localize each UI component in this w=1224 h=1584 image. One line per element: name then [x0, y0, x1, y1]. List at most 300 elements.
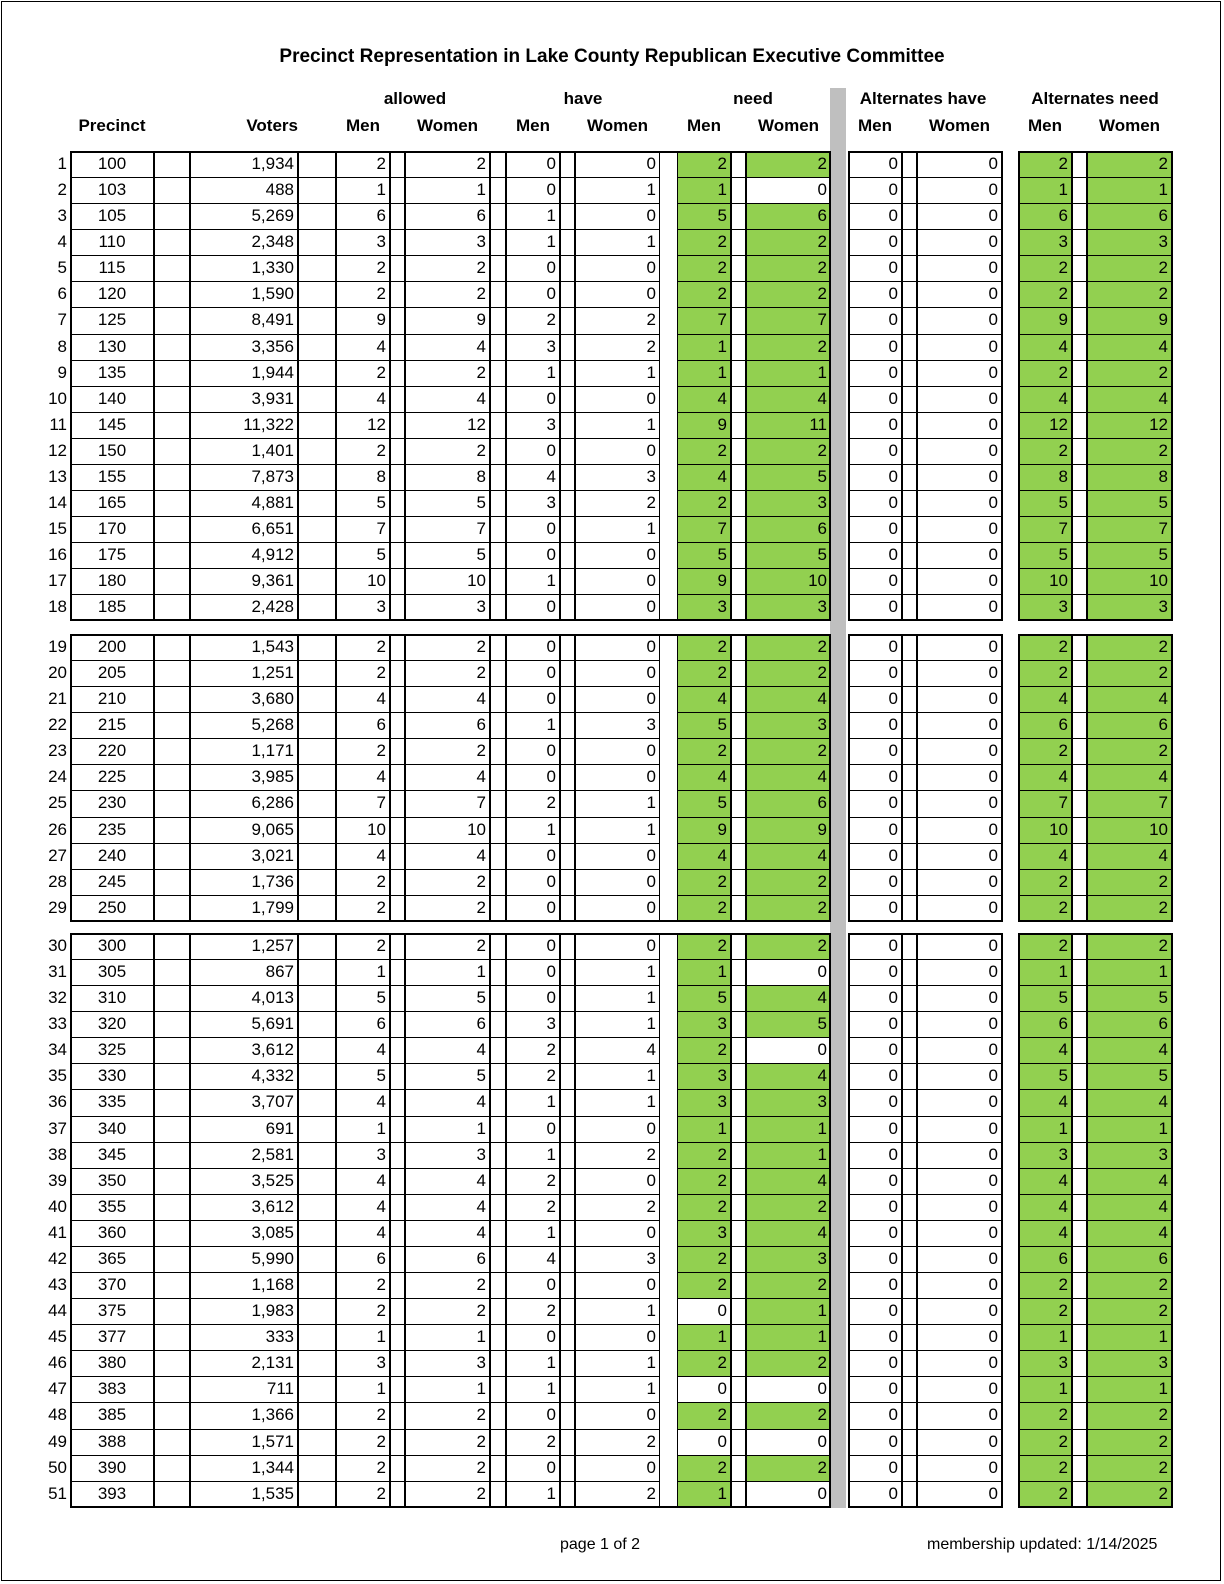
have-women-cell: 0 — [575, 1168, 660, 1195]
voters-cell: 1,571 — [190, 1429, 298, 1456]
blank-cell — [731, 334, 746, 361]
precinct-cell: 388 — [70, 1429, 154, 1456]
precinct-cell: 385 — [70, 1402, 154, 1429]
precinct-cell: 140 — [70, 386, 154, 413]
row-number: 19 — [48, 637, 67, 656]
blank-cell — [390, 177, 405, 204]
have-women-cell: 0 — [575, 542, 660, 569]
header-allowed: allowed — [383, 89, 447, 108]
have-women-cell: 2 — [575, 1429, 660, 1456]
blank-cell — [298, 229, 336, 256]
need-men-cell: 5 — [677, 985, 731, 1012]
need-women-cell: 0 — [746, 1037, 831, 1064]
blank-cell — [560, 1011, 575, 1038]
precinct-cell: 230 — [70, 790, 154, 817]
blank-cell — [902, 1168, 917, 1195]
have-men-cell: 2 — [506, 1298, 560, 1325]
have-women-cell: 0 — [575, 1455, 660, 1482]
alt-need-men-cell: 2 — [1018, 438, 1072, 465]
have-men-cell: 3 — [506, 490, 560, 517]
blank-cell — [154, 1350, 190, 1377]
column-divider — [830, 88, 846, 1508]
blank-cell — [902, 307, 917, 334]
blank-cell — [154, 738, 190, 765]
voters-cell: 4,332 — [190, 1063, 298, 1090]
alt-need-men-cell: 2 — [1018, 660, 1072, 687]
precinct-cell: 115 — [70, 255, 154, 282]
blank-cell — [902, 334, 917, 361]
blank-cell — [390, 281, 405, 308]
blank-cell — [902, 1063, 917, 1090]
voters-cell: 5,990 — [190, 1246, 298, 1273]
alt-need-women-cell: 2 — [1087, 660, 1172, 687]
blank-cell — [490, 1220, 506, 1247]
blank-cell — [560, 817, 575, 844]
alt-need-women-cell: 1 — [1087, 959, 1172, 986]
blank-cell — [154, 1089, 190, 1116]
precinct-cell: 145 — [70, 412, 154, 439]
alt-have-women-cell: 0 — [917, 1168, 1002, 1195]
allowed-men-cell: 5 — [336, 985, 390, 1012]
need-women-cell: 3 — [746, 490, 831, 517]
precinct-cell: 220 — [70, 738, 154, 765]
voters-cell: 3,612 — [190, 1037, 298, 1064]
blank-cell — [560, 1168, 575, 1195]
allowed-men-cell: 4 — [336, 1194, 390, 1221]
precinct-cell: 103 — [70, 177, 154, 204]
row-number: 35 — [48, 1066, 67, 1086]
blank-cell — [560, 1298, 575, 1325]
allowed-men-cell: 3 — [336, 1142, 390, 1169]
blank-cell — [902, 568, 917, 595]
have-men-cell: 1 — [506, 1376, 560, 1403]
blank-cell — [731, 1063, 746, 1090]
have-men-cell: 0 — [506, 1116, 560, 1143]
alt-have-men-cell: 0 — [848, 281, 902, 308]
alt-have-women-cell: 0 — [917, 360, 1002, 387]
have-men-cell: 0 — [506, 959, 560, 986]
blank-cell — [298, 1142, 336, 1169]
need-women-cell: 0 — [746, 1376, 831, 1403]
blank-cell — [154, 1116, 190, 1143]
allowed-women-cell: 4 — [405, 764, 490, 791]
blank-cell — [902, 790, 917, 817]
need-men-cell: 7 — [677, 307, 731, 334]
allowed-women-cell: 2 — [405, 360, 490, 387]
alt-have-women-cell: 0 — [917, 660, 1002, 687]
voters-cell: 1,799 — [190, 895, 298, 922]
blank-cell — [1072, 1481, 1087, 1508]
alt-have-women-cell: 0 — [917, 634, 1002, 661]
alt-need-men-cell: 2 — [1018, 281, 1072, 308]
blank-cell — [154, 869, 190, 896]
have-men-cell: 4 — [506, 1246, 560, 1273]
row-number: 47 — [48, 1379, 67, 1399]
blank-cell — [731, 1246, 746, 1273]
allowed-men-cell: 4 — [336, 1089, 390, 1116]
blank-cell — [1072, 1246, 1087, 1273]
blank-cell — [298, 307, 336, 334]
blank-cell — [154, 203, 190, 230]
blank-cell — [560, 959, 575, 986]
blank-cell — [298, 790, 336, 817]
have-men-cell: 0 — [506, 1324, 560, 1351]
blank-cell — [902, 1089, 917, 1116]
blank-cell — [902, 1324, 917, 1351]
allowed-men-cell: 2 — [336, 933, 390, 960]
alt-have-women-cell: 0 — [917, 1246, 1002, 1273]
need-men-cell: 1 — [677, 334, 731, 361]
blank-cell — [298, 895, 336, 922]
alt-need-men-cell: 2 — [1018, 255, 1072, 282]
alt-have-women-cell: 0 — [917, 438, 1002, 465]
blank-cell — [490, 360, 506, 387]
blank-cell — [902, 151, 917, 178]
alt-need-men-cell: 3 — [1018, 1142, 1072, 1169]
blank-cell — [731, 490, 746, 517]
alt-have-men-cell: 0 — [848, 1376, 902, 1403]
blank-cell — [731, 790, 746, 817]
blank-cell — [902, 869, 917, 896]
blank-cell — [731, 869, 746, 896]
voters-cell: 1,257 — [190, 933, 298, 960]
allowed-women-cell: 5 — [405, 985, 490, 1012]
blank-cell — [1072, 817, 1087, 844]
blank-cell — [298, 1116, 336, 1143]
alt-need-women-cell: 4 — [1087, 386, 1172, 413]
blank-cell — [298, 516, 336, 543]
blank-cell — [390, 568, 405, 595]
need-men-cell: 2 — [677, 869, 731, 896]
need-women-cell: 4 — [746, 1168, 831, 1195]
blank-cell — [1072, 281, 1087, 308]
alt-need-men-cell: 2 — [1018, 869, 1072, 896]
voters-cell: 1,251 — [190, 660, 298, 687]
blank-cell — [490, 594, 506, 621]
need-men-cell: 2 — [677, 1402, 731, 1429]
blank-cell — [902, 516, 917, 543]
row-number: 25 — [48, 793, 67, 813]
allowed-women-cell: 3 — [405, 229, 490, 256]
alt-need-women-cell: 4 — [1087, 1168, 1172, 1195]
blank-cell — [490, 738, 506, 765]
blank-cell — [560, 1481, 575, 1508]
allowed-women-cell: 4 — [405, 843, 490, 870]
have-men-cell: 0 — [506, 1272, 560, 1299]
blank-cell — [560, 1429, 575, 1456]
blank-cell — [1072, 843, 1087, 870]
blank-cell — [731, 203, 746, 230]
row-number: 10 — [48, 388, 67, 408]
have-women-cell: 1 — [575, 1350, 660, 1377]
allowed-women-cell: 4 — [405, 1037, 490, 1064]
blank-cell — [490, 568, 506, 595]
have-men-cell: 1 — [506, 229, 560, 256]
blank-cell — [560, 1324, 575, 1351]
allowed-women-cell: 6 — [405, 203, 490, 230]
blank-cell — [390, 1194, 405, 1221]
blank-cell — [902, 1350, 917, 1377]
voters-cell: 1,401 — [190, 438, 298, 465]
blank-cell — [560, 1246, 575, 1273]
allowed-women-cell: 2 — [405, 1481, 490, 1508]
blank-cell — [731, 464, 746, 491]
allowed-men-cell: 2 — [336, 634, 390, 661]
blank-cell — [298, 334, 336, 361]
alt-have-women-cell: 0 — [917, 817, 1002, 844]
need-women-cell: 6 — [746, 790, 831, 817]
row-number: 20 — [48, 663, 67, 683]
alt-have-women-cell: 0 — [917, 594, 1002, 621]
blank-cell — [298, 568, 336, 595]
blank-cell — [490, 464, 506, 491]
alt-have-men-cell: 0 — [848, 490, 902, 517]
blank-cell — [154, 985, 190, 1012]
blank-cell — [490, 817, 506, 844]
blank-cell — [390, 895, 405, 922]
blank-cell — [490, 1324, 506, 1351]
need-women-cell: 0 — [746, 1429, 831, 1456]
need-men-cell: 2 — [677, 151, 731, 178]
need-women-cell: 4 — [746, 764, 831, 791]
blank-cell — [1072, 933, 1087, 960]
blank-cell — [1072, 307, 1087, 334]
have-men-cell: 2 — [506, 790, 560, 817]
blank-cell — [731, 360, 746, 387]
allowed-women-cell: 4 — [405, 686, 490, 713]
blank-cell — [731, 933, 746, 960]
row-number: 16 — [48, 545, 67, 565]
blank-cell — [560, 1402, 575, 1429]
need-women-cell: 2 — [746, 151, 831, 178]
blank-cell — [390, 1272, 405, 1299]
have-men-cell: 2 — [506, 1194, 560, 1221]
need-women-cell: 6 — [746, 516, 831, 543]
row-number: 37 — [48, 1118, 67, 1138]
need-women-cell: 2 — [746, 229, 831, 256]
blank-cell — [1072, 686, 1087, 713]
blank-cell — [390, 1429, 405, 1456]
blank-cell — [154, 412, 190, 439]
need-women-cell: 3 — [746, 1246, 831, 1273]
allowed-women-cell: 1 — [405, 1324, 490, 1351]
have-women-cell: 3 — [575, 464, 660, 491]
have-men-cell: 2 — [506, 1037, 560, 1064]
allowed-men-cell: 2 — [336, 1455, 390, 1482]
blank-cell — [731, 568, 746, 595]
alt-have-men-cell: 0 — [848, 151, 902, 178]
blank-cell — [560, 660, 575, 687]
blank-cell — [490, 1089, 506, 1116]
allowed-men-cell: 3 — [336, 1350, 390, 1377]
voters-cell: 3,931 — [190, 386, 298, 413]
have-men-cell: 1 — [506, 360, 560, 387]
blank-cell — [490, 1350, 506, 1377]
alt-need-men-cell: 7 — [1018, 516, 1072, 543]
alt-have-women-cell: 0 — [917, 686, 1002, 713]
need-women-cell: 0 — [746, 959, 831, 986]
blank-cell — [1072, 1220, 1087, 1247]
blank-cell — [560, 1116, 575, 1143]
need-women-cell: 3 — [746, 712, 831, 739]
have-men-cell: 0 — [506, 738, 560, 765]
need-men-cell: 9 — [677, 817, 731, 844]
allowed-women-cell: 1 — [405, 1116, 490, 1143]
blank-cell — [490, 438, 506, 465]
alt-need-men-cell: 6 — [1018, 1011, 1072, 1038]
blank-cell — [390, 1298, 405, 1325]
row-number: 31 — [48, 962, 67, 982]
need-men-cell: 2 — [677, 1350, 731, 1377]
voters-cell: 1,168 — [190, 1272, 298, 1299]
alt-have-men-cell: 0 — [848, 1298, 902, 1325]
allowed-women-cell: 5 — [405, 542, 490, 569]
allowed-women-cell: 2 — [405, 438, 490, 465]
blank-cell — [1072, 255, 1087, 282]
blank-cell — [731, 1376, 746, 1403]
voters-cell: 4,912 — [190, 542, 298, 569]
precinct-cell: 170 — [70, 516, 154, 543]
blank-cell — [298, 1272, 336, 1299]
voters-cell: 1,983 — [190, 1298, 298, 1325]
have-men-cell: 0 — [506, 686, 560, 713]
alt-need-women-cell: 8 — [1087, 464, 1172, 491]
blank-cell — [390, 1350, 405, 1377]
blank-cell — [390, 712, 405, 739]
need-men-cell: 4 — [677, 843, 731, 870]
need-men-cell: 3 — [677, 594, 731, 621]
alt-have-women-cell: 0 — [917, 933, 1002, 960]
have-men-cell: 0 — [506, 151, 560, 178]
blank-cell — [298, 634, 336, 661]
allowed-women-cell: 2 — [405, 281, 490, 308]
precinct-cell: 245 — [70, 869, 154, 896]
blank-cell — [560, 177, 575, 204]
allowed-women-cell: 2 — [405, 1455, 490, 1482]
precinct-cell: 215 — [70, 712, 154, 739]
have-women-cell: 0 — [575, 1324, 660, 1351]
precinct-cell: 175 — [70, 542, 154, 569]
alt-have-men-cell: 0 — [848, 895, 902, 922]
need-women-cell: 3 — [746, 1089, 831, 1116]
have-women-cell: 0 — [575, 764, 660, 791]
blank-cell — [154, 1376, 190, 1403]
alt-have-men-cell: 0 — [848, 1350, 902, 1377]
blank-cell — [390, 1455, 405, 1482]
alt-need-men-cell: 6 — [1018, 712, 1072, 739]
need-men-cell: 4 — [677, 386, 731, 413]
have-men-cell: 1 — [506, 1142, 560, 1169]
blank-cell — [902, 1011, 917, 1038]
precinct-cell: 120 — [70, 281, 154, 308]
alt-have-men-cell: 0 — [848, 869, 902, 896]
allowed-men-cell: 2 — [336, 1402, 390, 1429]
row-number: 13 — [48, 466, 67, 486]
blank-cell — [902, 933, 917, 960]
need-women-cell: 2 — [746, 281, 831, 308]
blank-cell — [154, 307, 190, 334]
precinct-cell: 240 — [70, 843, 154, 870]
blank-cell — [390, 660, 405, 687]
have-women-cell: 0 — [575, 895, 660, 922]
blank-cell — [390, 386, 405, 413]
blank-cell — [731, 1272, 746, 1299]
header-alt-have-women: Women — [928, 116, 991, 135]
alt-need-women-cell: 2 — [1087, 360, 1172, 387]
need-men-cell: 9 — [677, 568, 731, 595]
row-number: 39 — [48, 1170, 67, 1190]
blank-cell — [1072, 895, 1087, 922]
have-women-cell: 0 — [575, 869, 660, 896]
alt-have-men-cell: 0 — [848, 1402, 902, 1429]
blank-cell — [298, 1298, 336, 1325]
have-women-cell: 1 — [575, 412, 660, 439]
alt-need-men-cell: 3 — [1018, 1350, 1072, 1377]
alt-have-women-cell: 0 — [917, 516, 1002, 543]
page-title: Precinct Representation in Lake County Republican Executive Committee — [279, 46, 945, 67]
allowed-men-cell: 4 — [336, 686, 390, 713]
blank-cell — [731, 177, 746, 204]
alt-have-men-cell: 0 — [848, 660, 902, 687]
row-number: 3 — [57, 206, 67, 226]
blank-cell — [154, 594, 190, 621]
alt-have-women-cell: 0 — [917, 1220, 1002, 1247]
precinct-cell: 390 — [70, 1455, 154, 1482]
blank-cell — [390, 933, 405, 960]
need-men-cell: 3 — [677, 1011, 731, 1038]
blank-cell — [731, 438, 746, 465]
have-men-cell: 1 — [506, 203, 560, 230]
alt-have-men-cell: 0 — [848, 203, 902, 230]
alt-have-men-cell: 0 — [848, 516, 902, 543]
voters-cell: 867 — [190, 959, 298, 986]
allowed-women-cell: 1 — [405, 959, 490, 986]
voters-cell: 1,535 — [190, 1481, 298, 1508]
precinct-cell: 135 — [70, 360, 154, 387]
blank-cell — [154, 542, 190, 569]
blank-cell — [298, 1246, 336, 1273]
have-women-cell: 1 — [575, 817, 660, 844]
have-men-cell: 2 — [506, 307, 560, 334]
blank-cell — [298, 1481, 336, 1508]
blank-cell — [560, 255, 575, 282]
blank-cell — [154, 1168, 190, 1195]
alt-need-men-cell: 7 — [1018, 790, 1072, 817]
row-number: 45 — [48, 1327, 67, 1347]
alt-need-men-cell: 4 — [1018, 686, 1072, 713]
alt-have-men-cell: 0 — [848, 738, 902, 765]
blank-cell — [298, 985, 336, 1012]
allowed-women-cell: 2 — [405, 1272, 490, 1299]
blank-cell — [490, 1168, 506, 1195]
alt-have-men-cell: 0 — [848, 1455, 902, 1482]
precinct-cell: 235 — [70, 817, 154, 844]
blank-cell — [390, 542, 405, 569]
alt-have-men-cell: 0 — [848, 1116, 902, 1143]
alt-need-women-cell: 4 — [1087, 1089, 1172, 1116]
blank-cell — [902, 1142, 917, 1169]
alt-have-women-cell: 0 — [917, 490, 1002, 517]
alt-need-men-cell: 4 — [1018, 1037, 1072, 1064]
header-alt-have-men: Men — [858, 116, 892, 135]
voters-cell: 3,021 — [190, 843, 298, 870]
blank-cell — [490, 933, 506, 960]
header-need: need — [733, 89, 773, 108]
blank-cell — [1072, 568, 1087, 595]
voters-cell: 6,286 — [190, 790, 298, 817]
need-men-cell: 3 — [677, 1220, 731, 1247]
precinct-cell: 325 — [70, 1037, 154, 1064]
